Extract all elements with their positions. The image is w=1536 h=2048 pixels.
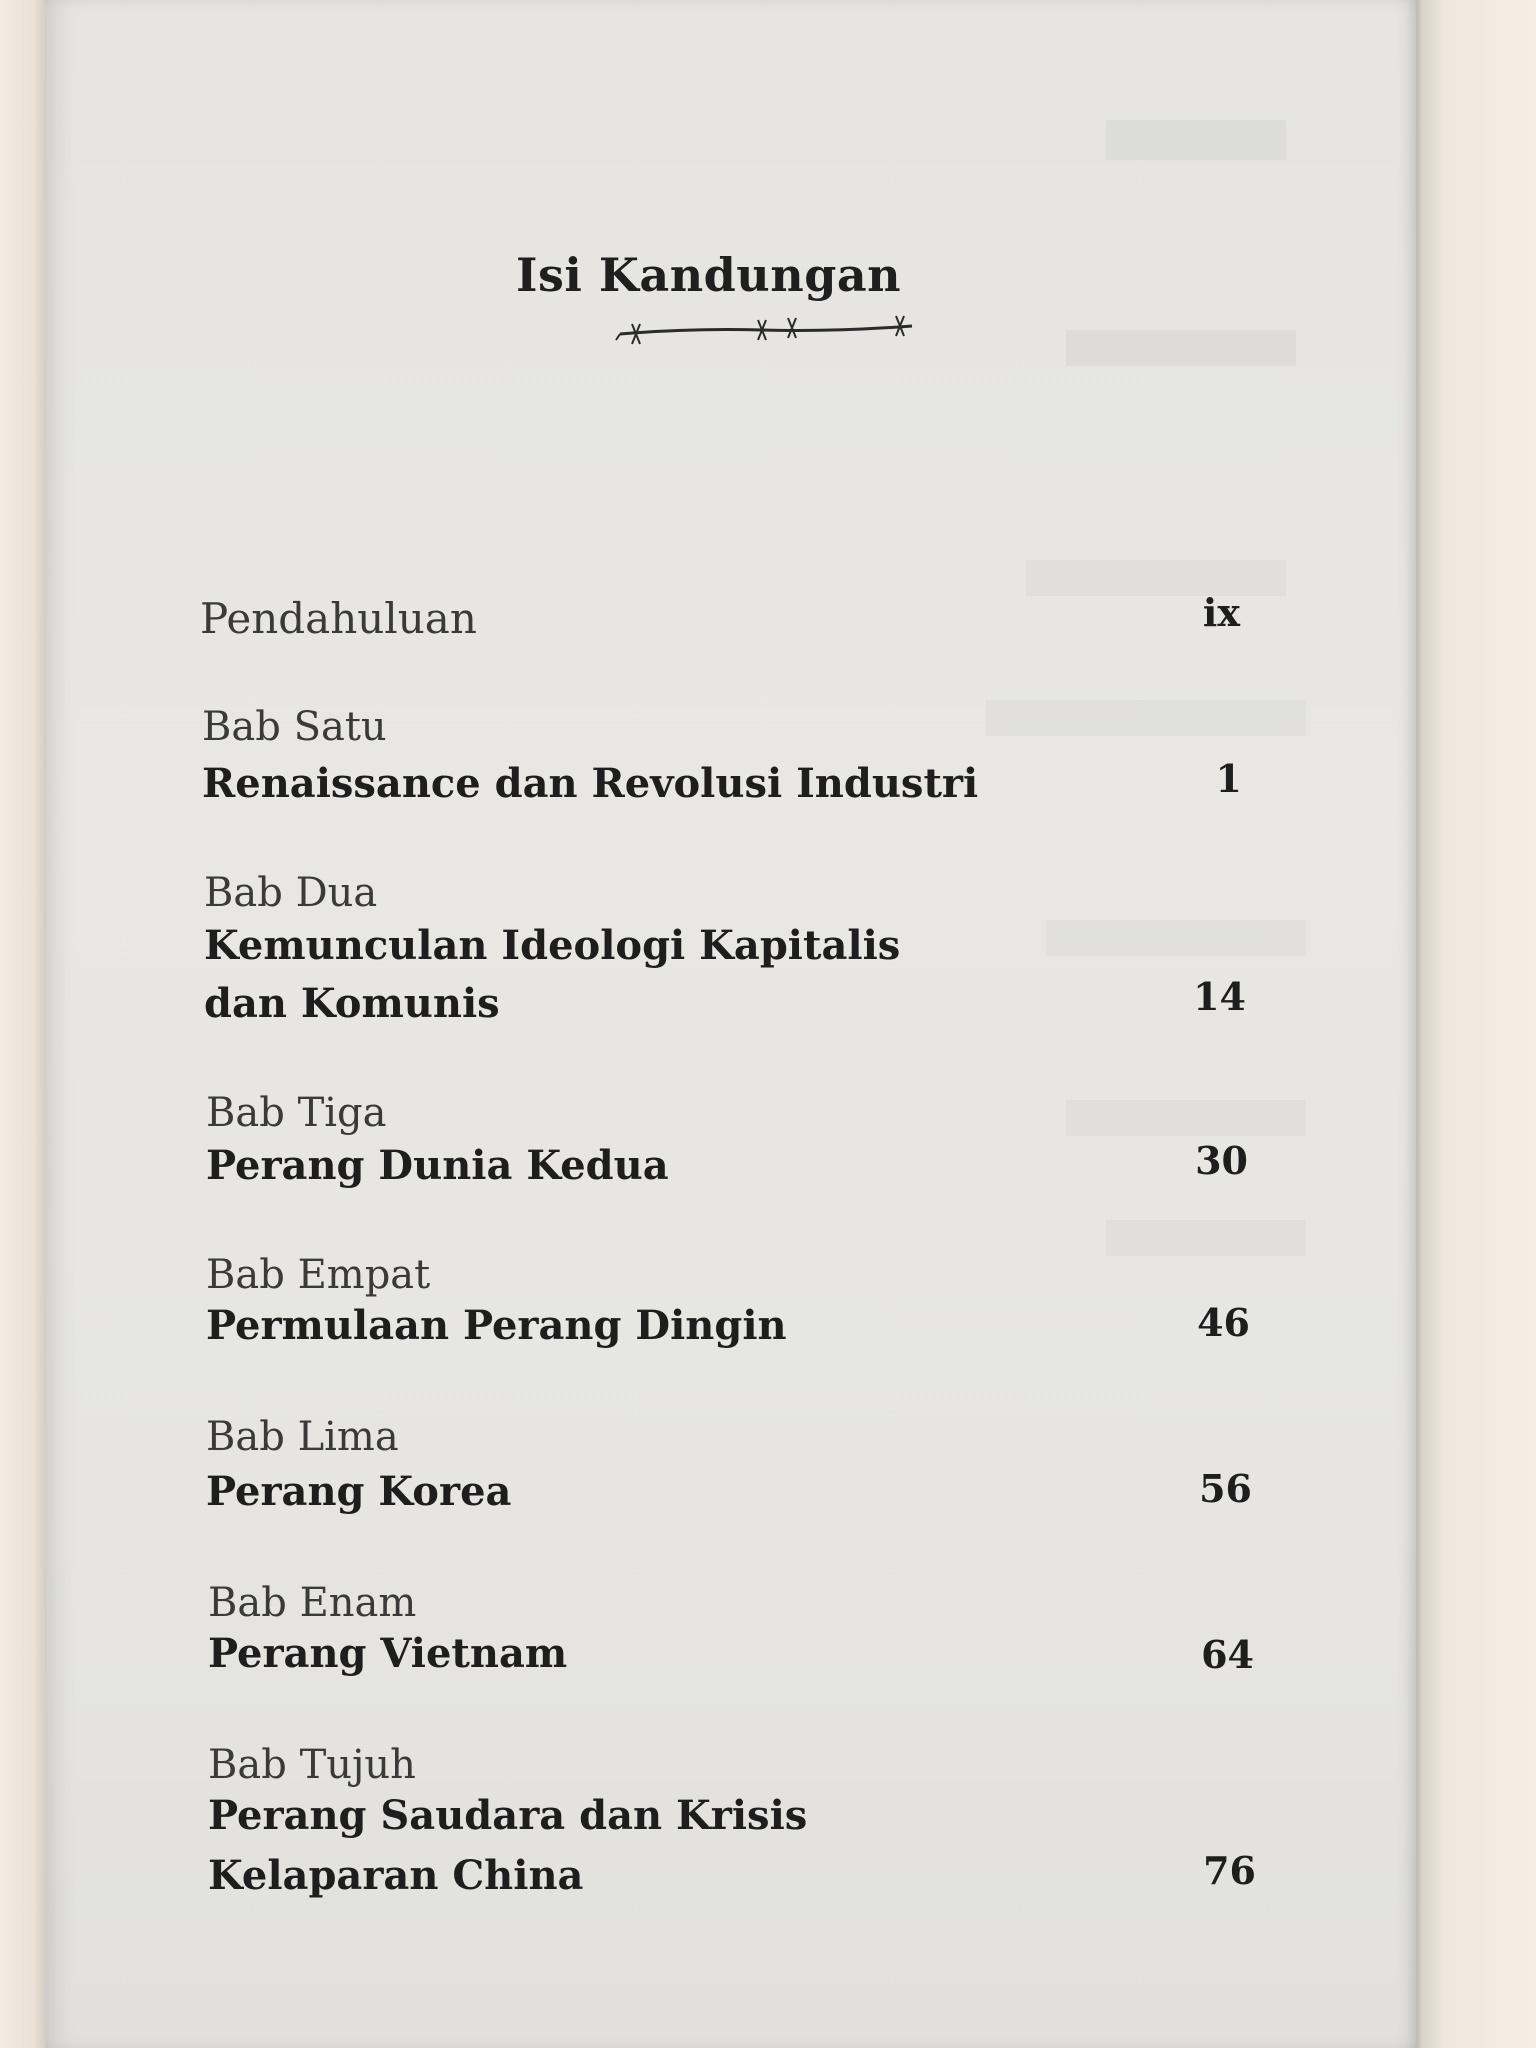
entry-label-bab-lima: Bab Lima: [206, 1414, 399, 1460]
show-through-shadow: [1066, 1100, 1306, 1136]
entry-label-bab-dua: Bab Dua: [204, 870, 378, 916]
entry-title-bab-tujuh-line-2: Kelaparan China: [208, 1852, 584, 1899]
entry-label-bab-tujuh: Bab Tujuh: [208, 1742, 416, 1788]
entry-title-bab-lima: Perang Korea: [206, 1468, 512, 1515]
entry-title-bab-dua-line-1: Kemunculan Ideologi Kapitalis: [204, 922, 901, 969]
barbed-wire-ornament: [612, 310, 922, 350]
entry-page-bab-lima: 56: [1199, 1466, 1252, 1511]
contents-page: [46, 0, 1416, 2048]
show-through-shadow: [1106, 1220, 1306, 1256]
entry-title-bab-tujuh-line-1: Perang Saudara dan Krisis: [208, 1792, 808, 1839]
entry-label-bab-tiga: Bab Tiga: [206, 1090, 387, 1136]
entry-title-bab-tiga: Perang Dunia Kedua: [206, 1142, 669, 1189]
entry-label-bab-enam: Bab Enam: [208, 1580, 417, 1626]
entry-page-bab-satu: 1: [1215, 756, 1242, 801]
entry-label-pendahuluan: Pendahuluan: [200, 594, 477, 643]
contents-heading: Isi Kandungan: [516, 248, 902, 302]
show-through-shadow: [1046, 920, 1306, 956]
entry-title-bab-empat: Permulaan Perang Dingin: [206, 1302, 787, 1349]
entry-page-bab-enam: 64: [1201, 1632, 1254, 1677]
entry-page-bab-dua: 14: [1193, 974, 1246, 1019]
entry-title-bab-satu: Renaissance dan Revolusi Industri: [202, 760, 979, 807]
entry-page-bab-tiga: 30: [1195, 1138, 1248, 1183]
entry-page-bab-tujuh: 76: [1203, 1848, 1256, 1893]
entry-label-bab-empat: Bab Empat: [206, 1252, 431, 1298]
show-through-shadow: [986, 700, 1306, 736]
left-page-edge: [0, 0, 48, 2048]
entry-page-bab-empat: 46: [1197, 1300, 1250, 1345]
entry-label-bab-satu: Bab Satu: [202, 704, 387, 750]
entry-title-bab-enam: Perang Vietnam: [208, 1630, 568, 1677]
show-through-shadow: [1106, 120, 1286, 160]
entry-title-bab-dua-line-2: dan Komunis: [204, 980, 500, 1027]
show-through-shadow: [1066, 330, 1296, 366]
right-page-edge: [1416, 0, 1536, 2048]
entry-page-pendahuluan: ix: [1202, 590, 1240, 635]
